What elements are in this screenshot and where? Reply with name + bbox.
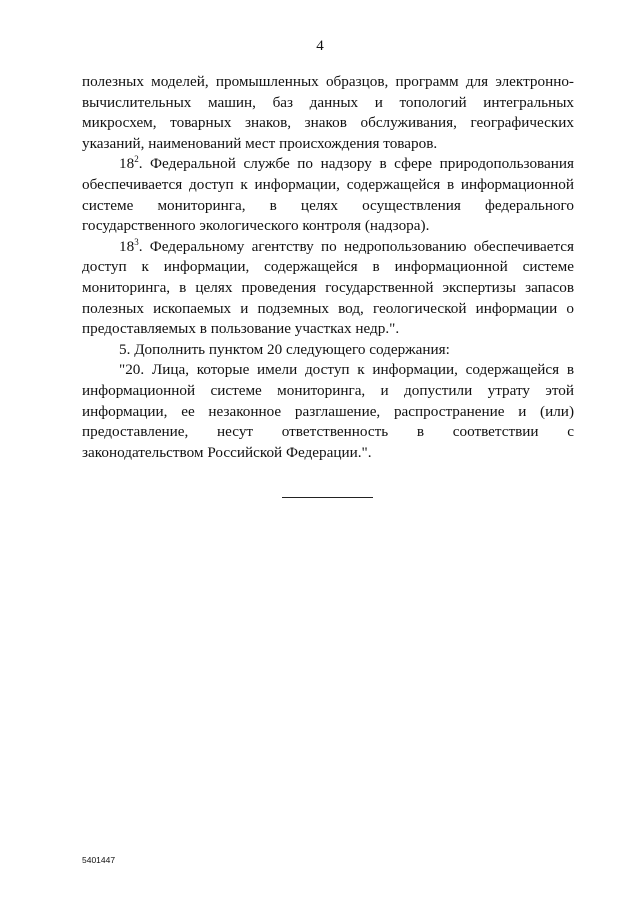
item-number: 18 [119,155,135,173]
document-code: 5401447 [82,855,116,865]
paragraph-item-20 [82,360,574,463]
paragraph-text: 5. Дополнить пунктом 20 следующего содержания: [119,340,450,358]
item-superscript: 3 [134,236,139,247]
paragraph-18-3 [82,237,574,340]
paragraph-item-5 [82,340,574,361]
document-body [82,72,574,463]
paragraph-text: . Федеральному агентству по недропользованию обеспечивается доступ к информации, содержащейся в информационной системе мониторинга, в целях проведения государственной экспертизы запасов полезных ископаемых и подземных вод, геологической информации о предоставляемых в пользование участках недр.". [82,237,574,338]
end-divider-line [282,497,373,498]
page-number: 4 [316,38,324,54]
paragraph-text: полезных моделей, промышленных образцов, программ для электронно-вычислительных машин, баз данных и топологий интегральных микросхем, товарных знаков, знаков обслуживания, географических указаний, наименований мест происхождения товаров. [82,73,574,152]
paragraph-text: . Федеральной службе по надзору в сфере природопользования обеспечивается доступ к информации, содержащейся в информационной системе мониторинга, в целях осуществления федерального государственного экологического контроля (надзора). [82,155,574,235]
paragraph-18-2 [82,154,574,236]
item-superscript: 2 [134,154,139,165]
item-number: 18 [119,237,135,255]
paragraph-text: "20. Лица, которые имели доступ к информации, содержащейся в информационной системе мониторинга, и допустили утрату этой информации, ее незаконное разглашение, распространение и (или) предоставление, несут ответственность в соответствии с законодательством Российской Федерации.". [82,361,574,461]
paragraph-continuation [82,72,574,154]
